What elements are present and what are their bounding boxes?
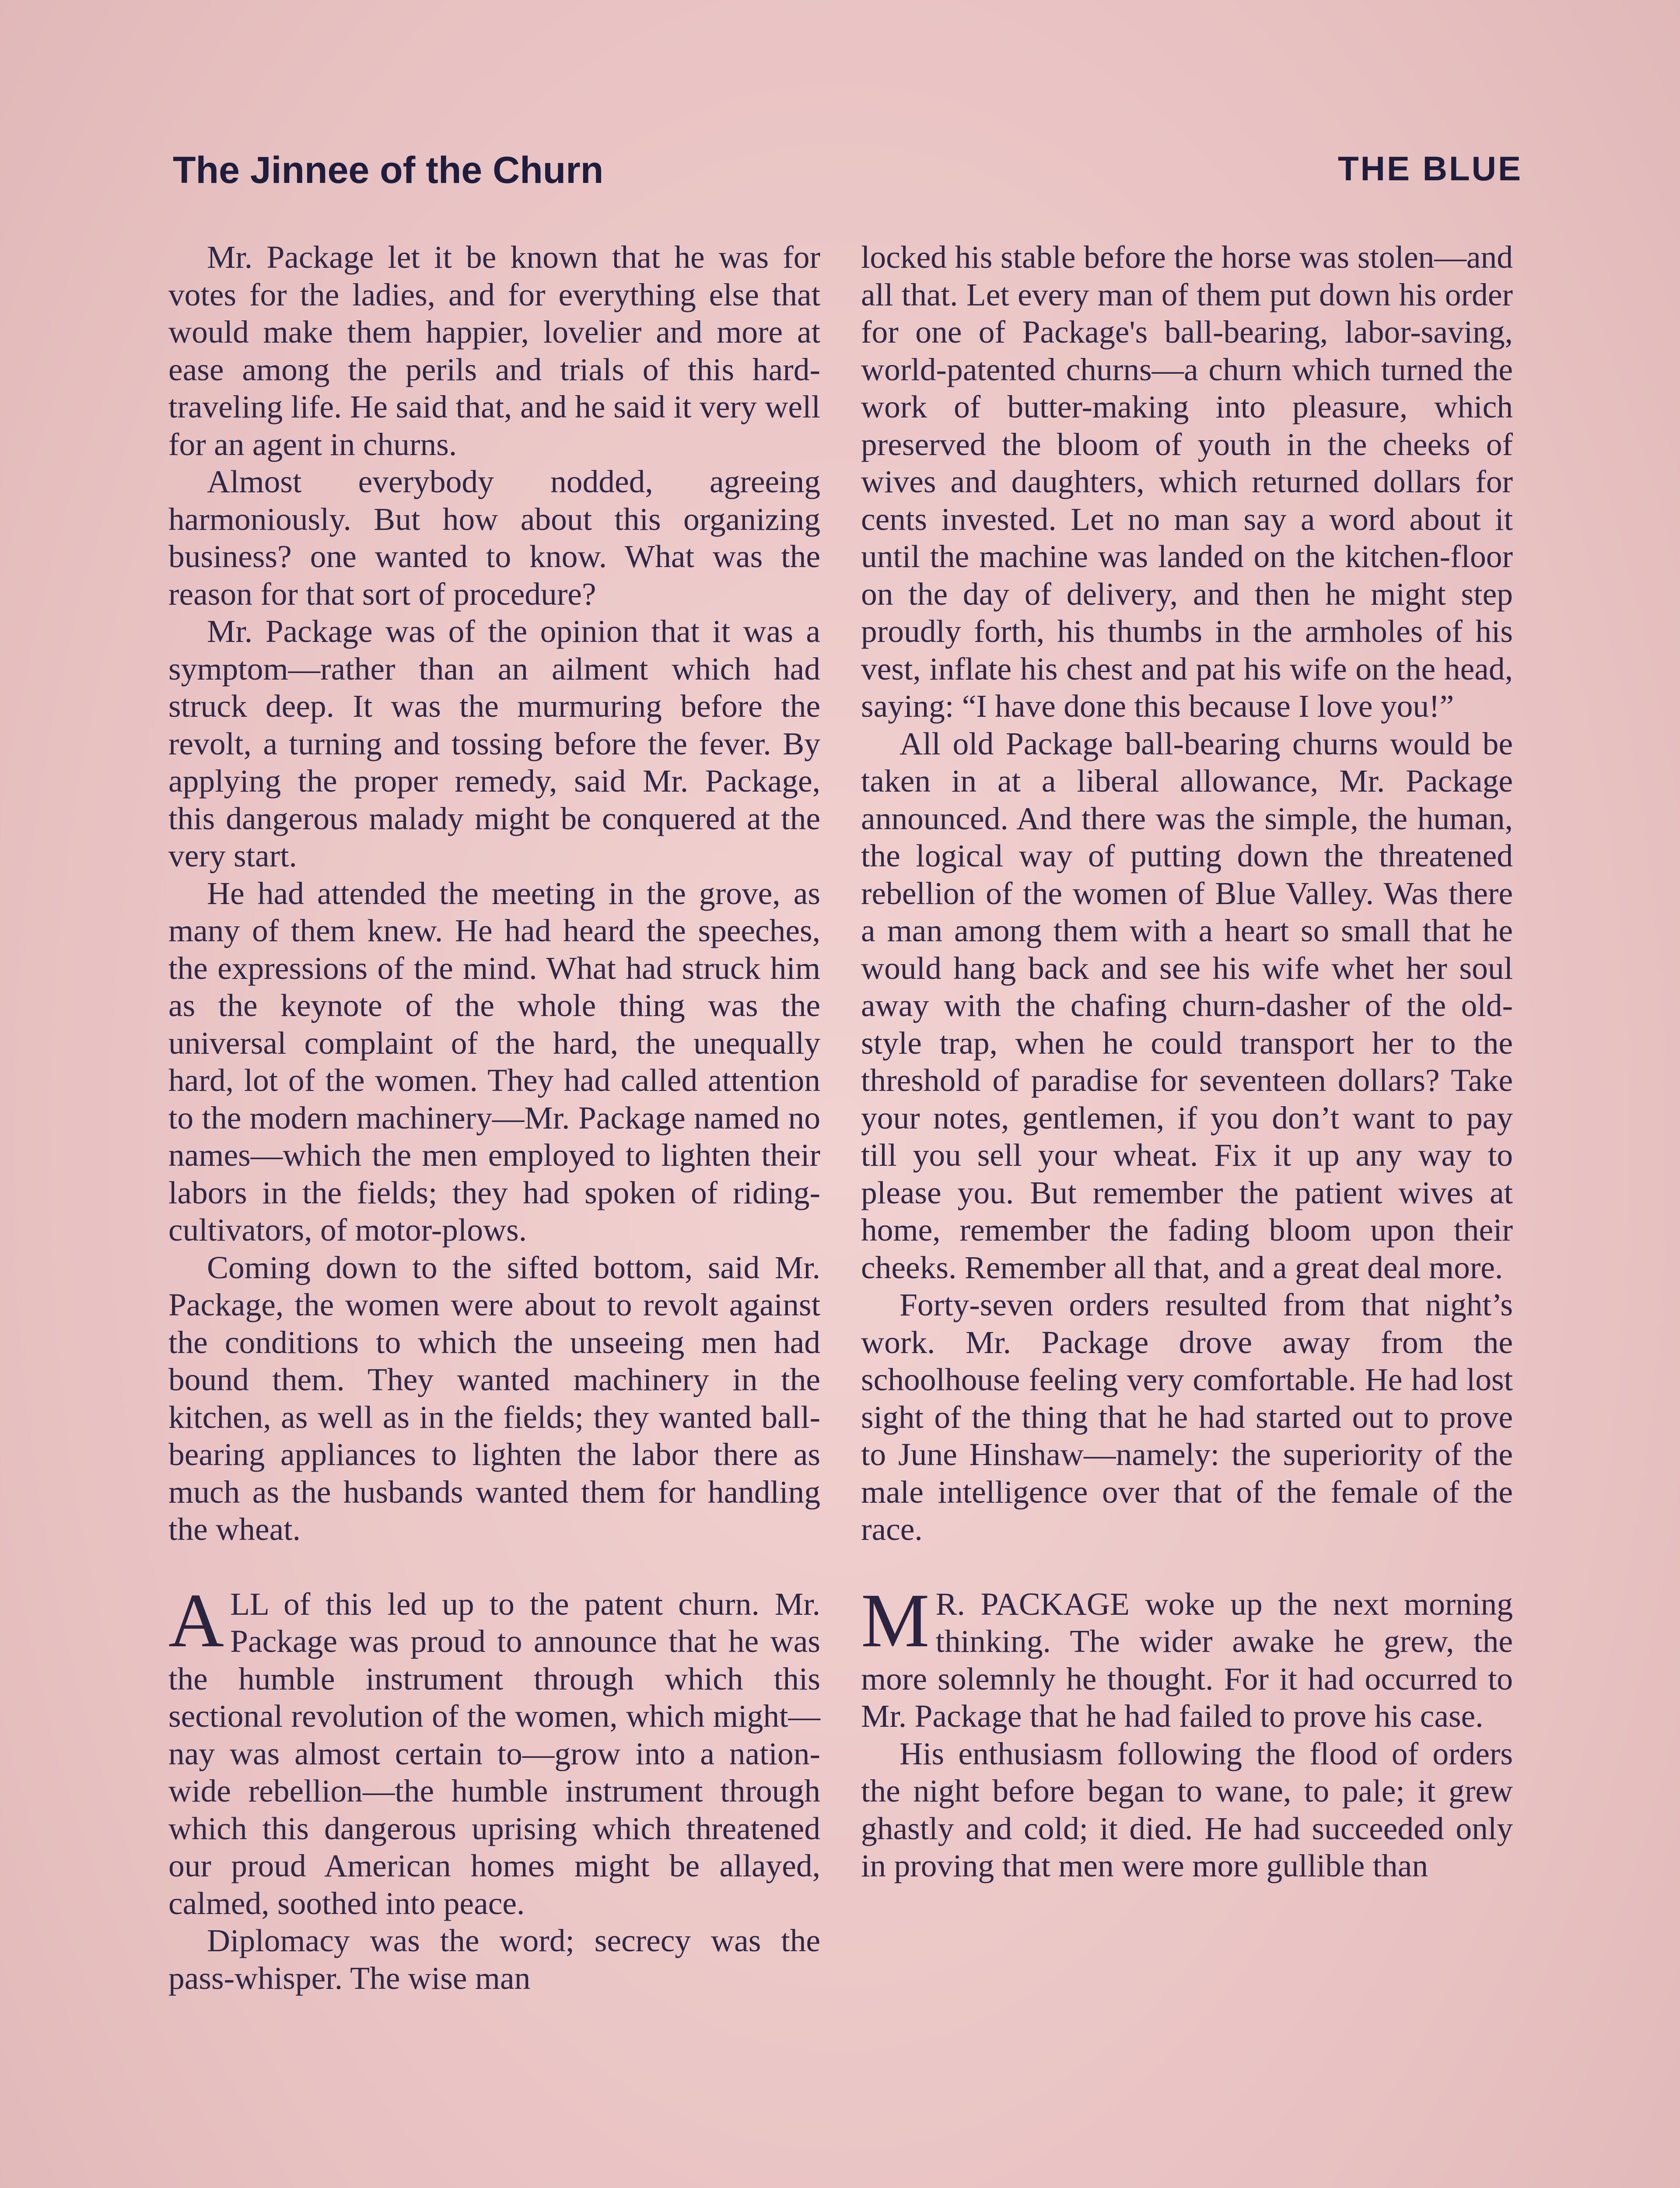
drop-cap: A (168, 1578, 224, 1663)
paragraph: Mr. Package let it be known that he was for votes for the ladies, and for everything else that would make them happier, lovelier and more at ease among the perils and trials of this hard-traveling life. He said that, and he said it very well for an agent in churns. (168, 239, 820, 462)
paragraph: Mr. Package was of the opinion that it was a symptom—rather than an ailment which had struck deep. It was the murmuring before the revolt, a turning and tossing before the fever. By applying the proper remedy, said Mr. Package, this dangerous malady might be conquered at the very start. (168, 614, 820, 873)
section-opening-paragraph (168, 1578, 820, 1922)
paragraph: He had attended the meeting in the grove, as many of them knew. He had heard the speeches, the expressions of the mind. What had struck him as the keynote of the whole thing was the universal complaint of the hard, the unequally hard, lot of the women. They had called attention to the modern machinery—Mr. Package named no names—which the men employed to lighten their labors in the fields; they had spoken of riding-cultivators, of motor-plows. (168, 875, 820, 1248)
section-break (861, 1548, 1513, 1585)
paragraph: Diplomacy was the word; secrecy was the pass-whisper. The wise man (168, 1923, 820, 1996)
left-column (168, 238, 820, 1997)
magazine-title: THE BLUE (1338, 149, 1522, 188)
section-opening-text: R. PACKAGE woke up the next morning thinking. The wider awake he grew, the more solemnly he thought. For it had occurred to Mr. Package that he had failed to prove his case. (861, 1586, 1513, 1734)
drop-cap: M (861, 1578, 930, 1663)
right-column (861, 238, 1513, 1885)
continued-paragraph: locked his stable before the horse was stolen—and all that. Let every man of them put down his order for one of Package's ball-bearing, labor-saving, world-patented churns—a churn which turned the work of butter-making into pleasure, which preserved the bloom of youth in the cheeks of wives and daughters, which returned dollars for cents invested. Let no man say a word about it until the machine was landed on the kitchen-floor on the day of delivery, and then he might step proudly forth, his thumbs in the armholes of his vest, inflate his chest and pat his wife on the head, saying: “I have done this because I love you!” (861, 239, 1513, 724)
running-head (173, 149, 1522, 206)
paragraph: Coming down to the sifted bottom, said Mr. Package, the women were about to revolt against the conditions to which the unseeing men had bound them. They wanted machinery in the kitchen, as well as in the fields; they wanted ball-bearing appliances to lighten the labor there as much as the husbands wanted them for handling the wheat. (168, 1249, 820, 1547)
paragraph: Almost everybody nodded, agreeing harmoniously. But how about this organizing business? one wanted to know. What was the reason for that sort of procedure? (168, 464, 820, 612)
paragraph: His enthusiasm following the flood of orders the night before began to wane, to pale; it grew ghastly and cold; it died. He had succeeded only in proving that men were more gullible than (861, 1736, 1513, 1883)
section-opening-paragraph (861, 1578, 1513, 1735)
paragraph: All old Package ball-bearing churns would be taken in at a liberal allowance, Mr. Package announced. And there was the simple, the human, the logical way of putting down the threatened rebellion of the women of Blue Valley. Was there a man among them with a heart so small that he would hang back and see his wife whet her soul away with the chafing churn-dasher of the old-style trap, when he could transport her to the threshold of paradise for seventeen dollars? Take your notes, gentlemen, if you don’t want to pay till you sell your wheat. Fix it up any way to please you. But remember the patient wives at home, remember the fading bloom upon their cheeks. Remember all that, and a great deal more. (861, 726, 1513, 1285)
section-break (168, 1548, 820, 1585)
paragraph: Forty-seven orders resulted from that night’s work. Mr. Package drove away from the schoolhouse feeling very comfortable. He had lost sight of the thing that he had started out to prove to June Hinshaw—namely: the superiority of the male intelligence over that of the female of the race. (861, 1287, 1513, 1547)
story-title: The Jinnee of the Churn (173, 149, 604, 191)
section-opening-text: LL of this led up to the patent churn. Mr. Package was proud to announce that he was the humble instrument through which this sectional revolution of the women, which might—nay was almost certain to—grow into a nation-wide rebellion—the humble instrument through which this dangerous uprising which threatened our proud American homes might be allayed, calmed, soothed into peace. (168, 1586, 820, 1921)
